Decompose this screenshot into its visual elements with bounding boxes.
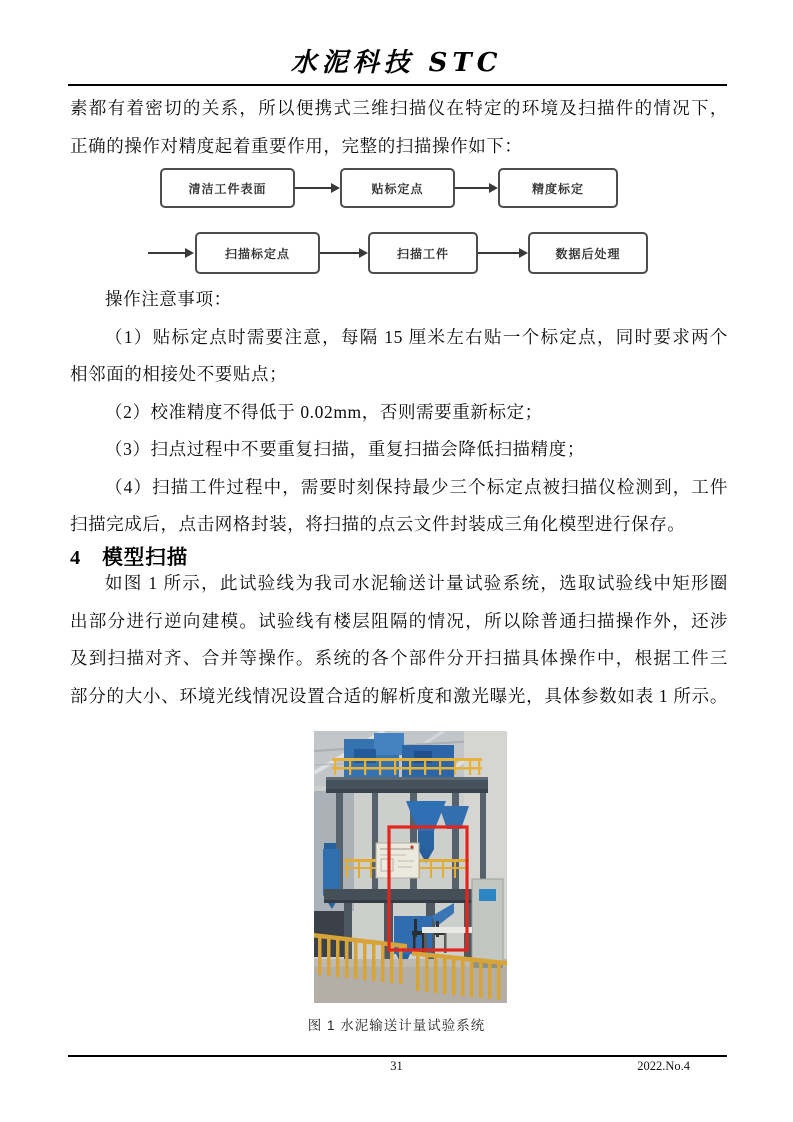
page-number: 31 [390,1059,403,1073]
footer-rule [68,1055,727,1057]
operation-notes [70,281,728,544]
flow-arrow-icon [295,187,338,189]
text-line: （3）扫点过程中不要重复扫描，重复扫描会降低扫描精度； [105,439,585,459]
flow-arrow-icon [148,252,192,254]
floor-front [314,967,507,1003]
flow-arrow-icon [320,252,366,254]
text-line: （4）扫描工件过程中，需要时刻保持最少三个标定点被扫描仪检测到，工件 [105,476,728,497]
notes-title: 操作注意事项： [105,289,232,309]
figure-caption: 图 1 水泥输送计量试验系统 [307,1018,486,1033]
text-line: （1）贴标定点时需要注意，每隔 15 厘米左右贴一个标定点，同时要求两个 [105,326,728,347]
text-line: 扫描完成后，点击网格封装，将扫描的点云文件封装成三角化模型进行保存。 [70,514,686,534]
text-line: 如图 1 所示，此试验线为我司水泥输送计量试验系统，选取试验线中矩形圈 [105,573,728,593]
flow-step-data-postprocess: 数据后处理 [528,232,648,274]
control-cabinet [472,879,503,968]
paragraph-model-scan [70,565,728,715]
machine-photo-illustration [314,731,507,1003]
paragraph-intro [70,90,728,165]
header-rule [68,84,727,86]
flow-step-stick-markers: 贴标定点 [340,168,455,208]
text-line: 及到扫描对齐、合并等操作。系统的各个部件分开扫描具体操作中，根据工件三 [70,648,728,668]
cabinet-screen [479,889,496,901]
section-title: 模型扫描 [102,546,189,569]
text-line: 素都有着密切的关系，所以便携式三维扫描仪在特定的环境及扫描件的情况下， [70,98,728,118]
flow-arrow-icon [478,252,526,254]
text-line: 正确的操作对精度起着重要作用，完整的扫描操作如下： [70,135,523,156]
flow-step-scan-workpiece: 扫描工件 [368,232,478,274]
flow-step-scan-markers: 扫描标定点 [195,232,320,274]
text-line: 相邻面的相接处不要贴点； [70,364,288,384]
scan-procedure-flowchart [70,163,728,283]
section-number: 4 [70,547,81,569]
flow-step-clean-surface: 清洁工件表面 [160,168,295,208]
text-line: （2）校准精度不得低于 0.02mm，否则需要重新标定； [105,401,543,422]
journal-title: 水泥科技 STC [290,48,503,78]
text-line: 出部分进行逆向建模。试验线有楼层阻隔的情况，所以除普通扫描操作外，还涉 [70,610,728,631]
flow-step-accuracy-calibration: 精度标定 [498,168,618,208]
flow-arrow-icon [455,187,496,189]
page-footer [0,1059,793,1079]
text-line: 部分的大小、环境光线情况设置合适的解析度和激光曝光，具体参数如表 1 所示。 [70,685,728,706]
sign-board [376,843,419,878]
issue-label: 2022.No.4 [637,1059,690,1073]
figure-photo [314,731,507,1003]
